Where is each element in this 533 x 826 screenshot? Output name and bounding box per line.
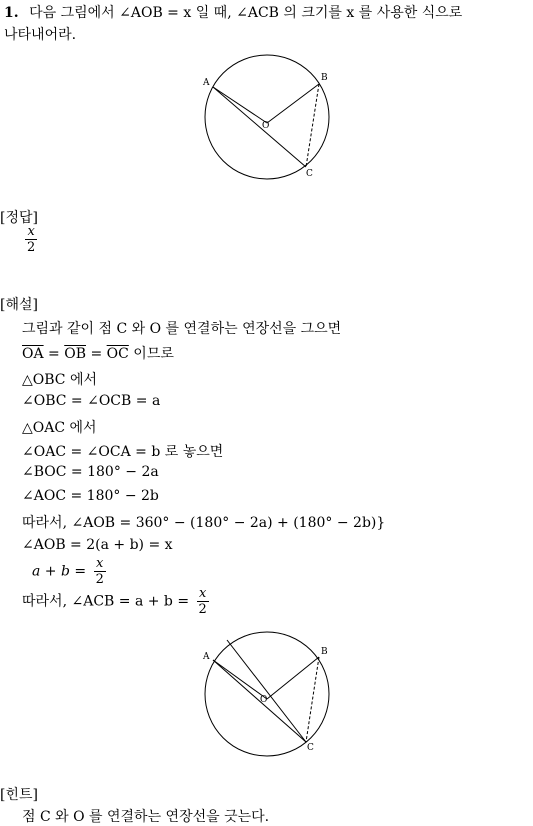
problem-text-line2: 나타내어라.	[4, 27, 77, 43]
label-A: A	[203, 652, 210, 662]
segment-AC	[213, 87, 306, 167]
solution-line-6: ∠OAC = ∠OCA = b 로 놓으면	[22, 444, 224, 460]
segment-OB	[267, 84, 319, 123]
sum-expression: a + b =	[32, 563, 91, 580]
solution-line-8: ∠AOC = 180° − 2b	[22, 488, 159, 504]
solution-line-12	[22, 586, 209, 617]
answer-denominator: 2	[27, 240, 36, 255]
problem-text-line1: 다음 그림에서 ∠AOB = x 일 때, ∠ACB 의 크기를 x 를 사용한 식으로	[29, 5, 463, 21]
solution-line-4: ∠OBC = ∠OCB = a	[22, 393, 161, 409]
solution-line-11	[32, 556, 106, 587]
circle-figure-1	[200, 55, 340, 180]
answer-heading: [정답]	[0, 210, 38, 226]
equals-1: =	[43, 346, 65, 362]
answer-numerator: x	[27, 224, 35, 239]
segment-BC	[306, 657, 319, 742]
solution-line-2	[22, 343, 174, 363]
fraction-numerator: x	[198, 586, 207, 601]
solution-line-5: △OAC 에서	[22, 420, 97, 436]
equals-2: =	[86, 346, 107, 362]
solution-line-3: △OBC 에서	[22, 372, 98, 388]
label-C: C	[307, 743, 314, 753]
circle-outline	[205, 632, 329, 756]
solution-line-1: 그림과 같이 점 C 와 O 를 연결하는 연장선을 그으면	[22, 321, 342, 337]
fraction-denominator: 2	[95, 572, 104, 587]
label-O: O	[260, 695, 268, 705]
segment-OB-label: $\overline{OB}$	[64, 346, 86, 362]
circle-outline	[205, 55, 329, 179]
segment-AO	[213, 660, 267, 699]
label-C: C	[306, 169, 313, 179]
circle-figure-2	[200, 632, 340, 757]
problem-number: 1.	[4, 5, 19, 21]
label-A: A	[203, 78, 210, 88]
solution-line-7: ∠BOC = 180° − 2a	[22, 464, 159, 480]
segment-BC	[306, 84, 319, 167]
hint-heading: [힌트]	[0, 787, 38, 803]
therefore-text: 이므로	[128, 346, 174, 362]
answer-fraction	[22, 224, 37, 255]
segment-OA-label: $\overline{OA}$	[22, 346, 44, 362]
problem-statement	[4, 2, 462, 22]
solution-heading: [해설]	[0, 297, 38, 313]
label-O: O	[262, 121, 270, 131]
solution-line-10: ∠AOB = 2(a + b) = x	[22, 537, 173, 553]
conclusion-text: 따라서, ∠ACB = a + b =	[22, 593, 194, 610]
label-B: B	[321, 73, 328, 83]
extension-CO	[227, 640, 306, 742]
segment-OC-label: $\overline{OC}$	[106, 346, 129, 362]
solution-line-9: 따라서, ∠AOB = 360° − (180° − 2a) + (180° − 2b)}	[22, 515, 386, 531]
segment-AO	[213, 87, 267, 123]
label-B: B	[321, 647, 328, 657]
fraction-numerator: x	[96, 556, 104, 571]
hint-text: 점 C 와 O 를 연결하는 연장선을 긋는다.	[22, 809, 270, 825]
segment-OB	[267, 657, 319, 699]
fraction-denominator: 2	[198, 602, 207, 617]
